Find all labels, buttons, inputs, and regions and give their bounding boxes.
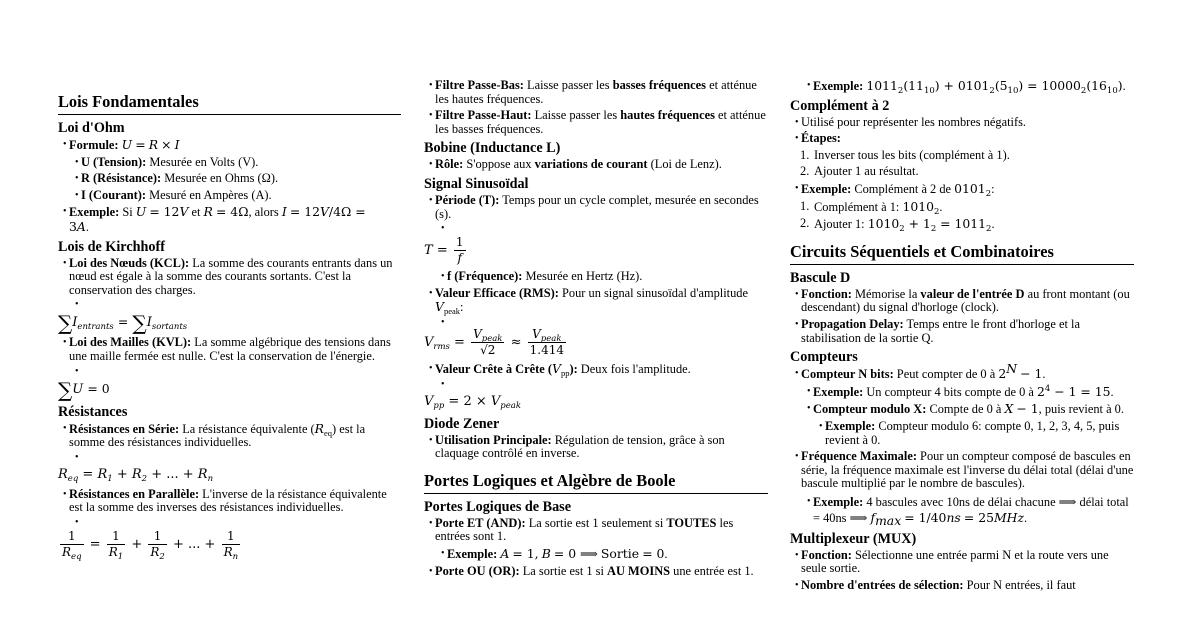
subsection-loi-ohm: Loi d'Ohm bbox=[58, 120, 125, 136]
list-item-frequence-maximale: • Fréquence Maximale: Pour un compteur composé de bascules en série, la fréquence maximale est l'inverse du délai total (délai d'une bascule multiplié par le nombre de bascules). bbox=[801, 450, 1134, 491]
list-item-periode: • Période (T): Temps pour un cycle complet, mesurée en secondes (s). bbox=[435, 194, 768, 221]
bullet-kcl-equation bbox=[81, 300, 401, 311]
equation-rms: $V_{rms}$ = $\frac{V_{peak}}{√2}$ ≈ $\frac{V_{peak}}{1.414}$ bbox=[424, 326, 564, 357]
list-item-ex-step-1: 1. Complément à 1: $1010_2$. bbox=[800, 198, 943, 217]
list-item-etapes: • Étapes: bbox=[801, 132, 1134, 146]
subsection-multiplexeur: Multiplexeur (MUX) bbox=[790, 530, 917, 547]
list-item-parallele: • Résistances en Parallèle: L'inverse de la résistance équivalente est la somme des inverses des résistances individuelles. bbox=[69, 488, 401, 515]
column-3 bbox=[790, 78, 1134, 596]
equation-periode: T = $\frac{1}{f}$ bbox=[424, 235, 464, 266]
list-item-formule: • Formule: U = R × I bbox=[69, 138, 401, 153]
equation-kvl: ∑U = 0 bbox=[58, 377, 110, 402]
list-item-step-2: 2. Ajouter 1 au résultat. bbox=[800, 164, 919, 179]
subsection-kirchhoff: Lois de Kirchhoff bbox=[58, 238, 165, 255]
equation-parallele: $\frac{1}{R_{eq}}$ = $\frac{1}{R_1}$ + $\frac{1}{R_2}$ + ... + $\frac{1}{R_n}$ bbox=[62, 528, 239, 562]
section-title-lois-fondamentales: Lois Fondamentales bbox=[58, 92, 401, 115]
subsection-bobine: Bobine (Inductance L) bbox=[424, 140, 561, 157]
section-title-circuits-sequentiels: Circuits Séquentiels et Combinatoires bbox=[790, 242, 1134, 265]
list-item-passe-bas: • Filtre Passe-Bas: Laisse passer les basses fréquences et atténue les hautes fréquences. bbox=[435, 79, 768, 106]
bullet-pp-equation bbox=[447, 380, 768, 391]
equation-serie: $R_{eq} = R_1 + R_2$ + ... + $R_n$ bbox=[58, 466, 214, 484]
subsection-diode-zener: Diode Zener bbox=[424, 415, 500, 432]
list-item-exemple-modulo: • Exemple: Compteur modulo 6: compte 0, 1, 2, 3, 4, 5, puis revient à 0. bbox=[825, 420, 1134, 447]
subsection-bascule-d: Bascule D bbox=[790, 269, 851, 286]
list-item-compteur-n-bits: • Compteur N bits: Peut compter de 0 à $2^N - 1$. bbox=[801, 367, 1134, 382]
list-item-tension: • U (Tension): Mesurée en Volts (V). bbox=[81, 156, 401, 170]
list-item-exemple-ohm: • Exemple: Si U = 12V et R = 4Ω, alors I = 12V/4Ω = 3A. bbox=[69, 205, 401, 234]
list-item-compteur-modulo: • Compteur modulo X: Compte de 0 à X − 1, puis revient à 0. bbox=[813, 402, 1134, 417]
list-item-ex-step-2: 2. Ajouter 1: $1010_2 + 1_2 = 1011_2$. bbox=[800, 216, 995, 235]
list-item-mux-selection: • Nombre d'entrées de sélection: Pour N entrées, il faut bbox=[801, 579, 1134, 593]
list-item-mux-fonction: • Fonction: Sélectionne une entrée parmi N et la route vers une seule sortie. bbox=[801, 549, 1134, 576]
bullet-parallele-equation bbox=[81, 518, 401, 529]
list-item-porte-et: • Porte ET (AND): La sortie est 1 seulement si TOUTES les entrées sont 1. bbox=[435, 517, 768, 544]
list-item-role: • Rôle: S'oppose aux variations de courant (Loi de Lenz). bbox=[435, 158, 768, 172]
subsection-compteurs: Compteurs bbox=[790, 349, 858, 366]
list-item-exemple-complement: • Exemple: Complément à 2 de $0101_2$: bbox=[801, 182, 1134, 197]
list-item-complement-usage: • Utilisé pour représenter les nombres négatifs. bbox=[801, 116, 1134, 130]
list-item-propagation-delay: • Propagation Delay: Temps entre le front d'horloge et la stabilisation de la sortie Q. bbox=[801, 318, 1134, 345]
bullet-kvl-equation bbox=[81, 367, 401, 378]
list-item-kcl: • Loi des Nœuds (KCL): La somme des courants entrants dans un nœud est égale à la somme des courants sortants. C'est la conservation des charges. bbox=[69, 257, 401, 298]
list-item-exemple-et: • Exemple: A = 1, B = 0 ⟹ Sortie = 0. bbox=[447, 547, 768, 562]
list-item-serie: • Résistances en Série: La résistance équivalente $(R_{eq})$ est la somme des résistances individuelles. bbox=[69, 422, 401, 450]
list-item-rms: • Valeur Efficace (RMS): Pour un signal sinusoïdal d'amplitude $V_{peak}$: bbox=[435, 287, 768, 315]
list-item-resistance: • R (Résistance): Mesurée en Ohms (Ω). bbox=[81, 172, 401, 186]
list-item-crete-a-crete: • Valeur Crête à Crête $(V_{pp})$: Deux fois l'amplitude. bbox=[435, 362, 768, 377]
list-item-exemple-compteur: • Exemple: Un compteur 4 bits compte de 0 à $2^4 - 1 = 15$. bbox=[813, 385, 1134, 400]
list-item-kvl: • Loi des Mailles (KVL): La somme algébrique des tensions dans une maille fermée est nulle. C'est la conservation de l'énergie. bbox=[69, 336, 401, 363]
equation-pp: $V_{pp} = 2 \times V_{peak}$ bbox=[424, 393, 521, 411]
bullet-periode-equation bbox=[447, 224, 768, 235]
list-item-porte-ou: • Porte OU (OR): La sortie est 1 si AU MOINS une entrée est 1. bbox=[435, 565, 768, 579]
list-item-zener-utilisation: • Utilisation Principale: Régulation de tension, grâce à son claquage contrôlé en inverse. bbox=[435, 434, 768, 461]
list-item-exemple-fmax: • Exemple: 4 bascules avec 10ns de délai chacune ⟹ délai total = 40ns ⟹ $f_{max} = 1/40ns = 25MHz$. bbox=[813, 494, 1134, 527]
list-item-exemple-addition: • Exemple: $1011_2(11_{10}) + 0101_2(5_{10}) = 10000_2(16_{10})$. bbox=[813, 79, 1134, 94]
bullet-rms-equation bbox=[447, 318, 768, 329]
subsection-portes-de-base: Portes Logiques de Base bbox=[424, 498, 571, 515]
section-title-portes-logiques: Portes Logiques et Algèbre de Boole bbox=[424, 471, 768, 494]
list-item-frequence: • f (Fréquence): Mesurée en Hertz (Hz). bbox=[447, 270, 768, 284]
subsection-complement-a-2: Complément à 2 bbox=[790, 97, 890, 114]
bullet-serie-equation bbox=[81, 453, 401, 464]
equation-kcl: $\sum I_{entrants} = \sum I_{sortants}$ bbox=[58, 311, 188, 336]
column-1 bbox=[58, 78, 401, 564]
list-item-bascule-fonction: • Fonction: Mémorise la valeur de l'entrée D au front montant (ou descendant) du signal d'horloge (clock). bbox=[801, 288, 1134, 315]
list-item-step-1: 1. Inverser tous les bits (complément à 1). bbox=[800, 147, 1010, 162]
column-2 bbox=[424, 78, 768, 581]
list-item-courant: • I (Courant): Mesuré en Ampères (A). bbox=[81, 189, 401, 203]
subsection-signal-sinusoidal: Signal Sinusoïdal bbox=[424, 175, 529, 192]
subsection-resistances: Résistances bbox=[58, 403, 128, 420]
list-item-passe-haut: • Filtre Passe-Haut: Laisse passer les hautes fréquences et atténue les basses fréquences. bbox=[435, 109, 768, 136]
